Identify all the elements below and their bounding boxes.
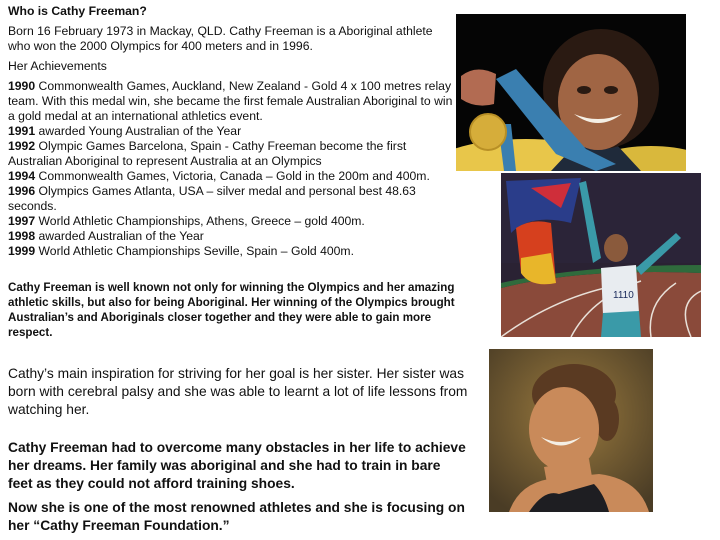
svg-text:1110: 1110 [613,290,634,301]
intro-paragraph: Born 16 February 1973 in Mackay, QLD. Cathy Freeman is a Aboriginal athlete who won the 2000 Olympics for 400 meters and in 1996. [8,24,433,53]
document-text [8,4,468,535]
achievement-text: World Athletic Championships, Athens, Greece – gold 400m. [35,214,365,228]
achievement-year: 1997 [8,214,36,228]
achievement-text: Commonwealth Games, Victoria, Canada – Gold in the 200m and 400m. [35,169,430,183]
achievement-text: awarded Young Australian of the Year [35,124,242,138]
achievement-text: Commonwealth Games, Auckland, New Zealand - Gold 4 x 100 metres relay team. With this medal win, she became the first female Australian Aboriginal to win a gold medal at an international athletics event. [8,79,453,123]
achievement-item [8,229,458,244]
achievement-year: 1998 [8,229,36,243]
achievement-text: World Athletic Championships Seville, Spain – Gold 400m. [35,244,354,258]
smiling-portrait-illustration [489,349,653,512]
known-for-paragraph: Cathy Freeman is well known not only for winning the Olympics and her amazing athletic skills, but also for being Aboriginal. Her winning of the Olympics brought Australian’s and Aboriginals closer together and they were able to gain more respect. [8,281,455,339]
achievement-item [8,184,458,214]
achievement-year: 1996 [8,184,36,198]
achievement-item [8,214,458,229]
foundation-paragraph: Now she is one of the most renowned athletes and she is focusing on her “Cathy Freeman Foundation.” [8,500,465,533]
flag-lap-photo [501,173,701,337]
achievement-text: awarded Australian of the Year [35,229,204,243]
achievement-text: Olympics Games Atlanta, USA – silver medal and personal best 48.63 seconds. [8,184,416,213]
inspiration-paragraph: Cathy’s main inspiration for striving for her goal is her sister. Her sister was born with cerebral palsy and she was able to learnt a lot of life lessons from watching her. [8,366,468,417]
achievement-year: 1991 [8,124,36,138]
achievement-year: 1994 [8,169,36,183]
achievements-heading: Her Achievements [8,59,107,73]
obstacles-paragraph: Cathy Freeman had to overcome many obstacles in her life to achieve her dreams. Her family was aboriginal and she had to train in bare feet as they could not afford training shoes. [8,440,466,491]
achievement-item [8,169,458,184]
achievement-text: Olympic Games Barcelona, Spain - Cathy Freeman become the first Australian Aboriginal to represent Australia at an Olympics [8,139,407,168]
achievement-item [8,79,458,124]
achievement-year: 1992 [8,139,36,153]
smiling-portrait-photo [489,349,653,512]
flag-lap-photo-illustration [501,173,701,337]
achievement-item [8,139,458,169]
achievement-year: 1990 [8,79,36,93]
page-title: Who is Cathy Freeman? [8,4,147,18]
achievements-list [8,79,458,259]
medal-photo [456,14,686,171]
achievement-year: 1999 [8,244,36,258]
achievement-item [8,244,458,259]
medal-photo-illustration [456,14,686,171]
achievement-item [8,124,458,139]
